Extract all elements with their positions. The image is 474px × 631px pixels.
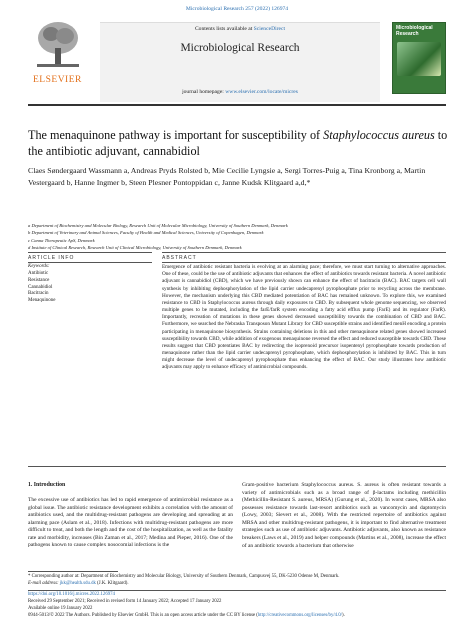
affiliations bbox=[28, 222, 448, 251]
journal-cover bbox=[392, 22, 446, 94]
dates-line: Received 29 September 2021; Received in revised form 14 January 2022; Accepted 17 January 2022 bbox=[28, 599, 222, 604]
affiliation: d Institute of Clinical Research, Research Unit of Clinical Microbiology, University of Southern Denmark, Denmark bbox=[28, 245, 242, 251]
keyword: Cannabidiol bbox=[28, 284, 53, 290]
cover-title: Microbiological Research bbox=[396, 25, 433, 37]
affiliation: b Department of Veterinary and Animal Sciences, Faculty of Health and Medical Sciences, University of Copenhagen, Denmark bbox=[28, 230, 264, 236]
license-link[interactable]: http://creativecommons.org/licenses/by/4.0/ bbox=[257, 613, 343, 618]
article-title: The menaquinone pathway is important for susceptibility of Staphylococcus aureus to the antibiotic adjuvant, cannabidiol bbox=[28, 128, 448, 158]
section-heading: 1. Introduction bbox=[28, 482, 66, 488]
corresponding-note: * Corresponding author at: Department of Biochemistry and Molecular Biology, University of Southern Denmark, Campusvej 55, DK-5230 Odense M, Denmark. bbox=[28, 574, 340, 579]
keyword: Resistance bbox=[28, 277, 50, 283]
tree-icon bbox=[33, 18, 83, 70]
affiliation: a Department of Biochemistry and Molecular Biology, Research Unit of Molecular Microbiology, University of Southern Denmark, Denmark bbox=[28, 223, 288, 228]
doi-link[interactable]: https://doi.org/10.1016/j.micres.2022.126974 bbox=[28, 592, 115, 597]
cover-image bbox=[397, 42, 441, 76]
keywords-label: Keywords: bbox=[28, 264, 50, 269]
keyword: Menaquinone bbox=[28, 298, 56, 303]
abstract-header: ABSTRACT bbox=[162, 255, 197, 261]
author-list: Claes Søndergaard Wassmann a, Andreas Pryds Rolsted b, Mie Cecilie Lyngsie a, Sergi Torres-Puig a, Tina Kronborg a, Martin Vestergaard b, Hanne Ingmer b, Steen Plesner Pontoppidan c, Janne Kudsk Klitgaard a,d,* bbox=[28, 166, 426, 187]
keyword: Antibiotic bbox=[28, 271, 49, 276]
available-line: Available online 19 January 2022 bbox=[28, 606, 93, 611]
running-head: Microbiological Research 257 (2022) 126974 bbox=[185, 6, 289, 12]
keyword: Bacitracin bbox=[28, 291, 49, 297]
keywords-list bbox=[28, 271, 56, 305]
email-link[interactable]: jkk@health.sdu.dk bbox=[59, 581, 96, 586]
intro-left-column: The excessive use of antibiotics has led to rapid emergence of antimicrobial resistance as a global issue. The antibiotic resistance development exhibits a correlation with the amount of antibiotics used, and the multidrug-resistant pathogens are developing and spreading at an alarming pace (Aslam et al., 2018). Infections with multidrug-resistant pathogens are more difficult to treat, and both the length and the cost of the hospitalization, as well as the fatality rate and morbidity, increases (Bin Zaman et al., 2017; Medina and Pieper, 2016). One of the pathogens known to cause complex nosocomial infections is the bbox=[28, 497, 233, 549]
header-rule bbox=[28, 104, 446, 106]
license-line: 0944-5013/© 2022 The Authors. Published by Elsevier GmbH. This is an open access article under the CC BY license (http://creativecommons.org/licenses/by/4.0/). bbox=[28, 613, 345, 618]
info-rule bbox=[28, 252, 152, 253]
journal-header bbox=[100, 22, 380, 102]
email-line: E-mail address: jkk@health.sdu.dk (J.K. Klitgaard). bbox=[28, 581, 129, 586]
homepage-link[interactable]: www.elsevier.com/locate/micres bbox=[225, 89, 298, 95]
abstract-text: Emergence of antibiotic resistant bacteria is evolving at an alarming pace; therefore, we must start turning to alternative approaches. One of these, could be the use of antibiotic adjuvants that enhances the effect of antibiotics towards resistant bacteria. A novel antibiotic adjuvant is cannabidiol (CBD), which we have previously shown can enhance the effect of bacitracin (BAC). BAC targets cell wall synthesis by inhibiting dephosphorylation of the lipid carrier undecaprenyl pyrophosphate prior to recycling across the membrane. However, the mechanism underlying this CBD mediated potentiation of BAC has remained unknown. To explore this, we examined resistance to CBD in Staphylococcus aureus through daily exposures to CBD. By subsequent whole genome sequencing, we observed multiple genes to be mutated, including the farE/farR system encoding a fatty acid efflux pump (FarE) and its regulator (FarR). Importantly, recreation of mutations in these genes showed decreased susceptibility towards the combination of CBD and BAC. Furthermore, we searched the Nebraska Transposon Mutant Library for CBD susceptible strains and identified menH encoding a protein participating in menaquinone biosynthesis. Strains containing deletions in this and other menaquinone related genes showed increased susceptibility towards CBD, while addition of exogenous menaquinone reversed the effect and reduced susceptible towards CBD. These results suggest that CBD potentiates BAC by redirecting the isoprenoid precursor isopentenyl pyrophosphate towards production of menaquinone rather than the lipid carrier undecaprenyl pyrophosphate, which dephosphorylation is inhibited by BAC. This in turn might decrease the level of undecaprenyl pyrophosphate thus enhancing the effect of BAC. Our study illustrates how antibiotic adjuvants may apply to enhance efficacy of antimicrobial compounds. bbox=[162, 264, 446, 371]
sciencedirect-link[interactable]: ScienceDirect bbox=[253, 26, 286, 32]
abstract-rule bbox=[162, 252, 446, 253]
contents-line: Contents lists available at ScienceDirect bbox=[194, 26, 286, 32]
journal-title: Microbiological Research bbox=[180, 42, 300, 54]
article-info-header: ARTICLE INFO bbox=[28, 255, 75, 261]
elsevier-logo bbox=[28, 18, 88, 96]
affiliation: c Canna Therapeutic ApS, Denmark bbox=[28, 237, 95, 243]
publisher-name: ELSEVIER bbox=[33, 75, 82, 85]
intro-right-column: Gram-positive bacterium Staphylococcus aureus. S. aureus is often resistant towards a variety of antimicrobials such as a broad range of β-lactams including methicillin (Methicillin-Resistant S. aureus, MRSA) (Gurung et al., 2020). In worst cases, MRSA also possesses resistance towards last-resort antibiotics such as vancomycin and daptomycin (Lowy, 2003; Sievert et al., 2008). With the restricted repertoire of antibiotics against MRSA and other multidrug-resistant pathogens, it is important to find alternative treatment strategies such as use of antibiotic adjuvants. Antibiotic adjuvants, also known as resistance breakers (Laws et al., 2019) and helper compounds (Martins et al., 2008), increase the effect of an antibiotic towards a bacterium that otherwise bbox=[242, 482, 446, 549]
homepage-line: journal homepage: www.elsevier.com/locate/micres bbox=[182, 89, 298, 95]
